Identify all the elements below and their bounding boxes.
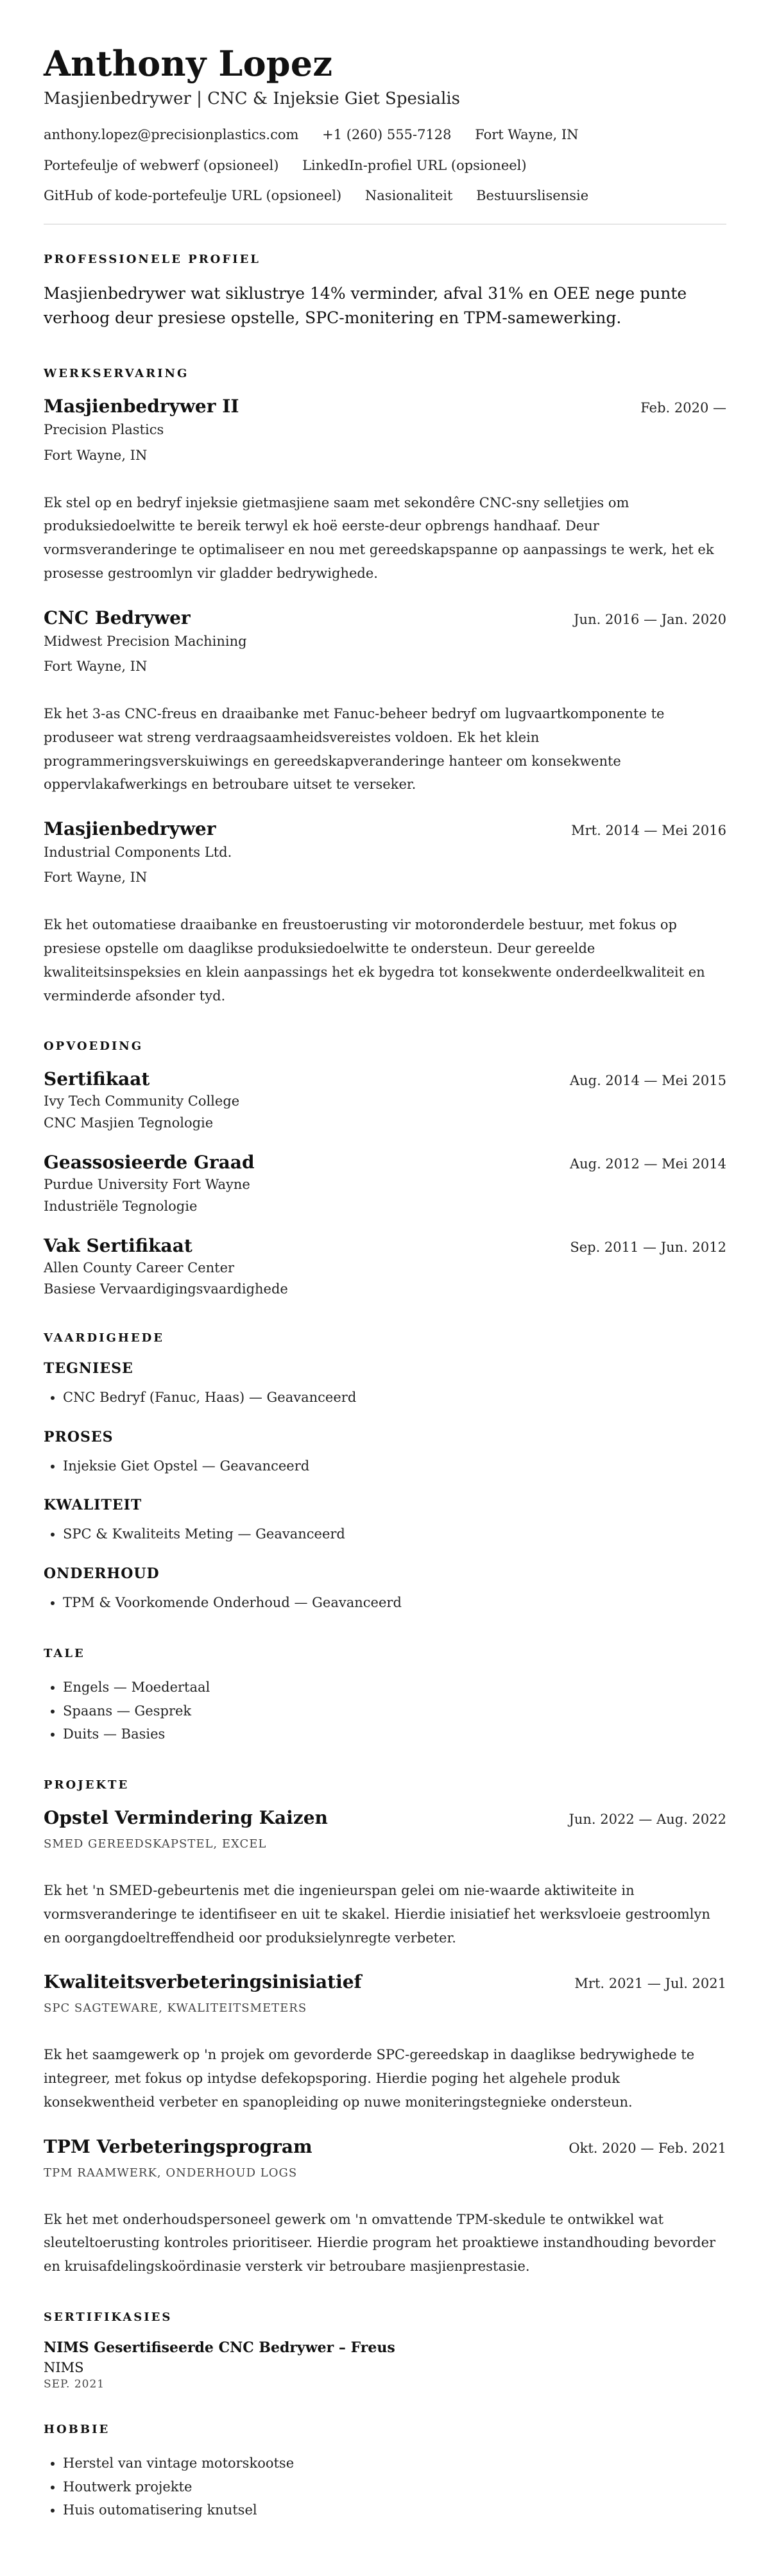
project-name: Opstel Vermindering Kaizen <box>44 1807 328 1829</box>
skill-group-title: PROSES <box>44 1428 114 1445</box>
resume-header <box>44 45 726 205</box>
education-school: Purdue University Fort Wayne <box>44 1177 250 1193</box>
education-date: Sep. 2011 — Jun. 2012 <box>570 1240 726 1256</box>
contact-row-2 <box>44 157 726 174</box>
hobby-list <box>44 2452 726 2522</box>
language-item: • Engels — Moedertaal <box>63 1676 726 1699</box>
skill-group-title: KWALITEIT <box>44 1497 142 1514</box>
profile-summary: Masjienbedrywer wat siklustrye 14% verminder, afval 31% en OEE nege punte verhoog deur presiese opstelle, SPC-monitering en TPM-samewerking. <box>44 284 687 327</box>
experience-item <box>44 396 726 585</box>
experience-company: Industrial Components Ltd. <box>44 845 232 861</box>
hobbies-section-title: HOBBIE <box>44 2422 110 2436</box>
project-name: TPM Verbeteringsprogram <box>44 2135 312 2157</box>
education-degree: Sertifikaat <box>44 1068 150 1090</box>
skill-group-title: TEGNIESE <box>44 1360 133 1377</box>
education-school: Allen County Career Center <box>44 1260 235 1276</box>
skill-item: • Injeksie Giet Opstel — Geavanceerd <box>63 1454 726 1478</box>
experience-date: Feb. 2020 — <box>640 400 726 416</box>
skill-item: • SPC & Kwaliteits Meting — Geavanceerd <box>63 1522 726 1546</box>
hobbies-section <box>44 2423 726 2522</box>
experience-company: Precision Plastics <box>44 422 164 438</box>
project-tags: SPC SAGTEWARE, KWALITEITSMETERS <box>44 2001 307 2016</box>
experience-description: Ek stel op en bedryf injeksie gietmasjiene saam met sekondêre CNC-sny selletjies om produksiedoelwitte te bereik terwyl ek hoë eerste-deur opbrengs handhaaf. Deur vormsveranderinge te optimaliseer en nou met gereedskapspanne op aanpassings te werk, het ek prosesse gestroomlyn vir gladder bedrywighede. <box>44 494 714 581</box>
contact-github[interactable]: GitHub of kode-portefeulje URL (opsioneel) <box>44 187 342 203</box>
experience-date: Jun. 2016 — Jan. 2020 <box>574 611 726 627</box>
experience-location: Fort Wayne, IN <box>44 870 148 886</box>
project-name: Kwaliteitsverbeteringsinisiatief <box>44 1971 362 1993</box>
experience-section-title: WERKSERVARING <box>44 367 189 381</box>
education-field: Industriële Tegnologie <box>44 1198 198 1214</box>
project-date: Mrt. 2021 — Jul. 2021 <box>574 1976 726 1992</box>
education-date: Aug. 2014 — Mei 2015 <box>569 1073 726 1089</box>
certification-date: SEP. 2021 <box>44 2377 105 2391</box>
projects-section <box>44 1778 726 2278</box>
contact-row-1 <box>44 126 726 144</box>
contact-linkedin[interactable]: LinkedIn-profiel URL (opsioneel) <box>302 157 527 173</box>
experience-location: Fort Wayne, IN <box>44 659 148 675</box>
education-item <box>44 1068 726 1132</box>
languages-section-title: TALE <box>44 1646 85 1660</box>
certification-org: NIMS <box>44 2359 84 2375</box>
language-item: • Spaans — Gesprek <box>63 1699 726 1723</box>
certifications-section <box>44 2311 726 2391</box>
contact-portfolio[interactable]: Portefeulje of webwerf (opsioneel) <box>44 157 279 173</box>
contact-license: Bestuurslisensie <box>476 187 589 203</box>
experience-description: Ek het 3-as CNC-freus en draaibanke met Fanuc-beheer bedryf om lugvaartkomponente te produseer wat streng verdraagsaamheidsvereistes voldoen. Ek het klein programmeringsverskuiwings en gereedskapveranderinge hanteer om konsekwente oppervlakafwerkings en betroubare uitset te verseker. <box>44 706 665 793</box>
experience-section <box>44 367 726 1007</box>
education-degree: Vak Sertifikaat <box>44 1235 193 1257</box>
skill-list <box>44 1454 726 1478</box>
experience-item <box>44 818 726 1007</box>
profile-section <box>44 253 726 330</box>
project-description: Ek het 'n SMED-gebeurtenis met die ingenieurspan gelei om nie-waarde aktiwiteite in vormsveranderinge te identifiseer en uit te skakel. Hierdie inisiatief het werksvloeie gestroomlyn en oorgangdoeltreffendheid oor produksielynregte verbeter. <box>44 1883 710 1946</box>
experience-item <box>44 607 726 796</box>
skill-list <box>44 1386 726 1410</box>
profile-section-title: PROFESSIONELE PROFIEL <box>44 253 261 267</box>
skill-group-title: ONDERHOUD <box>44 1565 160 1583</box>
project-description: Ek het met onderhoudspersoneel gewerk om 'n omvattende TPM-skedule te ontwikkel wat sleuteltoerusting kontroles prioritiseer. Hierdie program het proaktiewe instandhouding bevorder en kruisafdelingskoördinasie versterk vir betroubare masjienprestasie. <box>44 2211 716 2275</box>
project-date: Jun. 2022 — Aug. 2022 <box>569 1812 726 1828</box>
certifications-section-title: SERTIFIKASIES <box>44 2310 173 2324</box>
experience-role: CNC Bedrywer <box>44 607 191 628</box>
language-item: • Duits — Basies <box>63 1722 726 1746</box>
certification-name: NIMS Gesertifiseerde CNC Bedrywer – Freus <box>44 2339 395 2356</box>
education-date: Aug. 2012 — Mei 2014 <box>569 1156 726 1172</box>
project-tags: TPM RAAMWERK, ONDERHOUD LOGS <box>44 2166 298 2180</box>
project-description: Ek het saamgewerk op 'n projek om gevorderde SPC-gereedskap in daaglikse bedrywighede te integreer, met fokus op intydse defekopsporing. Hierdie poging het algehele produk konsekwentheid verbeter en spanopleiding op nuwe moniteringstegnieke ondersteun. <box>44 2047 695 2110</box>
candidate-name: Anthony Lopez <box>44 43 333 84</box>
experience-date: Mrt. 2014 — Mei 2016 <box>571 823 726 839</box>
projects-section-title: PROJEKTE <box>44 1778 130 1792</box>
candidate-subtitle: Masjienbedrywer | CNC & Injeksie Giet Spesialis <box>44 89 461 109</box>
experience-role: Masjienbedrywer II <box>44 396 239 417</box>
education-section-title: OPVOEDING <box>44 1040 144 1054</box>
skills-section-title: VAARDIGHEDE <box>44 1331 164 1345</box>
contact-nationality: Nasionaliteit <box>364 187 453 203</box>
language-list <box>44 1676 726 1746</box>
education-field: Basiese Vervaardigingsvaardighede <box>44 1281 288 1297</box>
skill-list <box>44 1522 726 1546</box>
education-item <box>44 1235 726 1299</box>
education-section <box>44 1040 726 1299</box>
hobby-item: • Herstel van vintage motorskootse <box>63 2452 726 2475</box>
contact-location: Fort Wayne, IN <box>475 127 579 143</box>
project-item <box>44 2136 726 2278</box>
experience-location: Fort Wayne, IN <box>44 447 148 463</box>
hobby-item: • Huis outomatisering knutsel <box>63 2498 726 2522</box>
education-degree: Geassosieerde Graad <box>44 1152 255 1174</box>
experience-company: Midwest Precision Machining <box>44 633 247 649</box>
project-tags: SMED GEREEDSKAPSTEL, EXCEL <box>44 1837 267 1851</box>
skills-section <box>44 1331 726 1615</box>
education-item <box>44 1152 726 1216</box>
education-school: Ivy Tech Community College <box>44 1093 240 1109</box>
skill-item: • TPM & Voorkomende Onderhoud — Geavanceerd <box>63 1591 726 1615</box>
certification-item <box>44 2339 726 2391</box>
project-item <box>44 1971 726 2114</box>
contact-phone[interactable]: +1 (260) 555-7128 <box>322 127 452 143</box>
education-field: CNC Masjien Tegnologie <box>44 1115 214 1131</box>
skill-item: • CNC Bedryf (Fanuc, Haas) — Geavanceerd <box>63 1386 726 1410</box>
contact-email[interactable]: anthony.lopez@precisionplastics.com <box>44 127 299 143</box>
project-date: Okt. 2020 — Feb. 2021 <box>569 2140 726 2156</box>
hobby-item: • Houtwerk projekte <box>63 2475 726 2499</box>
experience-role: Masjienbedrywer <box>44 818 216 840</box>
experience-description: Ek het outomatiese draaibanke en freustoerusting vir motoronderdele bestuur, met fokus op presiese opstelle om daaglikse produksiedoelwitte te ondersteun. Deur gereelde kwaliteitsinspeksies en klein aanpassings het ek bygedra tot konsekwente onderdeelkwaliteit en verminderde afsonder tyd. <box>44 917 705 1004</box>
languages-section <box>44 1647 726 1746</box>
contact-row-3 <box>44 187 726 205</box>
skill-list <box>44 1591 726 1615</box>
project-item <box>44 1807 726 1949</box>
